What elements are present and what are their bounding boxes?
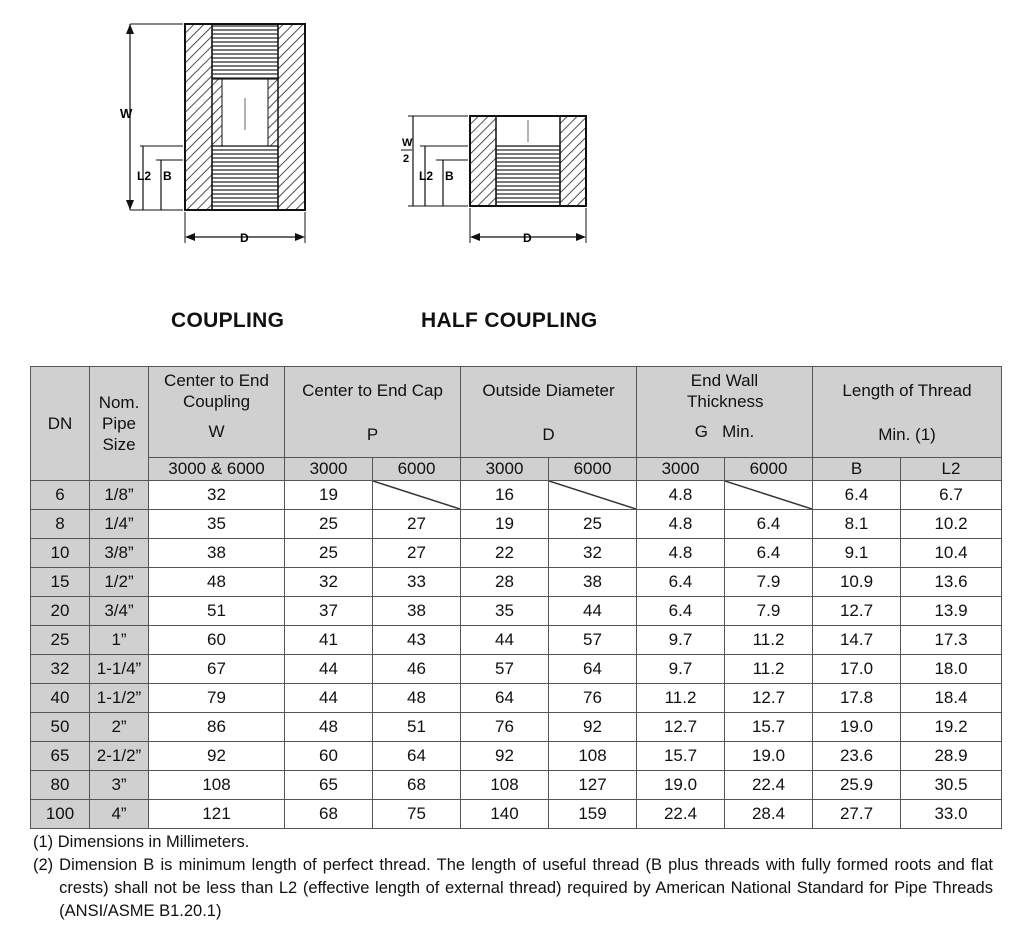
- empty-diagonal-cell: [549, 481, 637, 510]
- table-cell: 1”: [90, 626, 149, 655]
- table-cell: 28.4: [725, 800, 813, 829]
- table-cell: 3/4”: [90, 597, 149, 626]
- table-cell: 18.4: [901, 684, 1002, 713]
- table-cell: 19.0: [725, 742, 813, 771]
- table-cell: 140: [461, 800, 549, 829]
- table-cell: 86: [149, 713, 285, 742]
- table-cell: 1-1/4”: [90, 655, 149, 684]
- coupling-caption: COUPLING: [171, 309, 285, 332]
- table-cell: 37: [285, 597, 373, 626]
- table-row: [31, 771, 1002, 800]
- table-cell: 6.4: [725, 510, 813, 539]
- table-cell: 48: [373, 684, 461, 713]
- table-row: [31, 800, 1002, 829]
- subheader-cell: B: [813, 458, 901, 481]
- header-ewt-title: End Wall Thickness: [687, 371, 764, 411]
- table-cell: 57: [549, 626, 637, 655]
- table-cell: 11.2: [725, 655, 813, 684]
- table-cell: 80: [31, 771, 90, 800]
- table-cell: 2-1/2”: [90, 742, 149, 771]
- header-center-to-end-coupling: [149, 367, 285, 458]
- table-row: [31, 481, 1002, 510]
- subheader-cell: 3000 & 6000: [149, 458, 285, 481]
- table-cell: 6.4: [637, 597, 725, 626]
- header-cap-title: Center to End Cap: [302, 381, 443, 400]
- table-cell: 16: [461, 481, 549, 510]
- table-cell: 32: [149, 481, 285, 510]
- coupling-drawing: [126, 24, 305, 243]
- coupling-w-label: W: [120, 106, 133, 121]
- subheader-cell: 3000: [461, 458, 549, 481]
- table-cell: 14.7: [813, 626, 901, 655]
- table-cell: 48: [285, 713, 373, 742]
- table-cell: 4”: [90, 800, 149, 829]
- header-nom-pipe-size: Nom. Pipe Size: [90, 367, 149, 481]
- table-row: [31, 568, 1002, 597]
- table-cell: 38: [149, 539, 285, 568]
- table-cell: 33: [373, 568, 461, 597]
- table-cell: 27.7: [813, 800, 901, 829]
- subheader-cell: 6000: [725, 458, 813, 481]
- note-2-text: Dimension B is minimum length of perfect thread. The length of useful thread (B plus threads with fully formed roots and flat crests) shall not be less than L2 (effective length of external thread) required by American National Standard for Pipe Threads (ANSI/ASME B1.20.1): [59, 856, 993, 920]
- table-row: [31, 597, 1002, 626]
- table-cell: 10: [31, 539, 90, 568]
- table-cell: 7.9: [725, 568, 813, 597]
- table-cell: 159: [549, 800, 637, 829]
- table-cell: 38: [373, 597, 461, 626]
- table-cell: 44: [461, 626, 549, 655]
- table-cell: 22: [461, 539, 549, 568]
- table-cell: 13.9: [901, 597, 1002, 626]
- table-cell: 8: [31, 510, 90, 539]
- table-cell: 64: [461, 684, 549, 713]
- coupling-d-label: D: [240, 231, 249, 245]
- table-cell: 6.4: [813, 481, 901, 510]
- table-row: [31, 510, 1002, 539]
- header-length-of-thread: [813, 367, 1002, 458]
- table-cell: 43: [373, 626, 461, 655]
- table-cell: 22.4: [637, 800, 725, 829]
- table-cell: 20: [31, 597, 90, 626]
- table-cell: 79: [149, 684, 285, 713]
- table-cell: 9.7: [637, 626, 725, 655]
- table-row: [31, 713, 1002, 742]
- table-cell: 51: [373, 713, 461, 742]
- table-cell: 15.7: [637, 742, 725, 771]
- table-cell: 13.6: [901, 568, 1002, 597]
- table-cell: 25: [549, 510, 637, 539]
- table-cell: 9.1: [813, 539, 901, 568]
- table-cell: 12.7: [725, 684, 813, 713]
- table-cell: 68: [373, 771, 461, 800]
- header-dn: DN: [31, 367, 90, 481]
- table-cell: 25.9: [813, 771, 901, 800]
- half-w-num-label: W: [402, 137, 413, 149]
- table-cell: 4.8: [637, 481, 725, 510]
- header-outside-diameter: [461, 367, 637, 458]
- table-cell: 68: [285, 800, 373, 829]
- table-cell: 76: [461, 713, 549, 742]
- table-cell: 19.2: [901, 713, 1002, 742]
- table-cell: 35: [149, 510, 285, 539]
- header-center-to-end-cap: [285, 367, 461, 458]
- table-cell: 10.9: [813, 568, 901, 597]
- subheader-cell: 6000: [373, 458, 461, 481]
- half-d-label: D: [523, 231, 532, 245]
- table-cell: 6: [31, 481, 90, 510]
- table-cell: 92: [149, 742, 285, 771]
- table-cell: 23.6: [813, 742, 901, 771]
- table-cell: 60: [149, 626, 285, 655]
- table-cell: 67: [149, 655, 285, 684]
- table-row: [31, 742, 1002, 771]
- table-cell: 11.2: [637, 684, 725, 713]
- header-od-title: Outside Diameter: [482, 381, 615, 400]
- technical-drawings: [0, 0, 1024, 300]
- table-cell: 108: [549, 742, 637, 771]
- subheader-cell: 3000: [285, 458, 373, 481]
- table-cell: 4.8: [637, 510, 725, 539]
- table-body: [31, 481, 1002, 829]
- subheader-cell: 3000: [637, 458, 725, 481]
- table-cell: 33.0: [901, 800, 1002, 829]
- header-p: P: [366, 425, 379, 444]
- table-cell: 17.0: [813, 655, 901, 684]
- header-lot-title: Length of Thread: [842, 381, 972, 400]
- table-cell: 38: [549, 568, 637, 597]
- table-cell: 28: [461, 568, 549, 597]
- note-2-number: (2): [33, 856, 54, 874]
- table-cell: 11.2: [725, 626, 813, 655]
- table-cell: 44: [285, 655, 373, 684]
- half-l2-label: L2: [419, 169, 434, 183]
- note-2: [33, 854, 993, 923]
- table-cell: 65: [285, 771, 373, 800]
- table-cell: 17.8: [813, 684, 901, 713]
- notes: [33, 831, 993, 923]
- table-cell: 1/8”: [90, 481, 149, 510]
- table-cell: 27: [373, 539, 461, 568]
- table-cell: 92: [461, 742, 549, 771]
- table-cell: 4.8: [637, 539, 725, 568]
- table-cell: 7.9: [725, 597, 813, 626]
- empty-diagonal-cell: [725, 481, 813, 510]
- table-cell: 57: [461, 655, 549, 684]
- dimensions-table: [30, 366, 1002, 829]
- table-cell: 10.2: [901, 510, 1002, 539]
- table-cell: 50: [31, 713, 90, 742]
- table-cell: 32: [31, 655, 90, 684]
- table-cell: 60: [285, 742, 373, 771]
- table-cell: 18.0: [901, 655, 1002, 684]
- table-cell: 100: [31, 800, 90, 829]
- header-d: D: [542, 425, 555, 444]
- table-cell: 46: [373, 655, 461, 684]
- table-cell: 8.1: [813, 510, 901, 539]
- table-cell: 2”: [90, 713, 149, 742]
- table-cell: 3/8”: [90, 539, 149, 568]
- header-w: W: [208, 422, 225, 441]
- table-cell: 75: [373, 800, 461, 829]
- table-cell: 121: [149, 800, 285, 829]
- table-cell: 40: [31, 684, 90, 713]
- subheader-cell: 6000: [549, 458, 637, 481]
- table-row: [31, 655, 1002, 684]
- table-cell: 28.9: [901, 742, 1002, 771]
- table-cell: 6.4: [725, 539, 813, 568]
- coupling-b-label: B: [163, 169, 172, 183]
- table-cell: 44: [549, 597, 637, 626]
- table-cell: 3”: [90, 771, 149, 800]
- table-cell: 64: [549, 655, 637, 684]
- note-1: (1) Dimensions in Millimeters.: [33, 833, 250, 851]
- half-b-label: B: [445, 169, 454, 183]
- table-cell: 19: [285, 481, 373, 510]
- subheader-cell: L2: [901, 458, 1002, 481]
- table-cell: 35: [461, 597, 549, 626]
- table-cell: 22.4: [725, 771, 813, 800]
- table-cell: 108: [149, 771, 285, 800]
- empty-diagonal-cell: [373, 481, 461, 510]
- header-coupling-title: Center to End Coupling: [164, 371, 269, 411]
- table-cell: 41: [285, 626, 373, 655]
- table-cell: 25: [285, 510, 373, 539]
- table-cell: 10.4: [901, 539, 1002, 568]
- table-cell: 1/2”: [90, 568, 149, 597]
- table-row: [31, 626, 1002, 655]
- coupling-l2-label: L2: [137, 169, 152, 183]
- table-cell: 65: [31, 742, 90, 771]
- table-cell: 19: [461, 510, 549, 539]
- table-cell: 48: [149, 568, 285, 597]
- header-min-note: Min. (1): [878, 425, 936, 444]
- table-cell: 32: [285, 568, 373, 597]
- table-cell: 1/4”: [90, 510, 149, 539]
- table-cell: 30.5: [901, 771, 1002, 800]
- half-coupling-caption: HALF COUPLING: [421, 309, 598, 332]
- table-cell: 27: [373, 510, 461, 539]
- half-coupling-drawing: [408, 116, 586, 243]
- table-cell: 17.3: [901, 626, 1002, 655]
- table-row: [31, 539, 1002, 568]
- table-cell: 127: [549, 771, 637, 800]
- table-cell: 108: [461, 771, 549, 800]
- table-cell: 44: [285, 684, 373, 713]
- table-cell: 1-1/2”: [90, 684, 149, 713]
- table-cell: 25: [285, 539, 373, 568]
- table-cell: 76: [549, 684, 637, 713]
- table-cell: 6.7: [901, 481, 1002, 510]
- header-g-min: G Min.: [694, 422, 755, 441]
- table-cell: 15.7: [725, 713, 813, 742]
- table-cell: 15: [31, 568, 90, 597]
- table-cell: 51: [149, 597, 285, 626]
- table-cell: 64: [373, 742, 461, 771]
- table-cell: 19.0: [813, 713, 901, 742]
- header-end-wall-thickness: [637, 367, 813, 458]
- table-cell: 92: [549, 713, 637, 742]
- table-cell: 32: [549, 539, 637, 568]
- table-cell: 19.0: [637, 771, 725, 800]
- table-cell: 25: [31, 626, 90, 655]
- table-cell: 12.7: [637, 713, 725, 742]
- table-cell: 12.7: [813, 597, 901, 626]
- table-cell: 9.7: [637, 655, 725, 684]
- half-w-den-label: 2: [403, 153, 410, 165]
- table-row: [31, 684, 1002, 713]
- table-cell: 6.4: [637, 568, 725, 597]
